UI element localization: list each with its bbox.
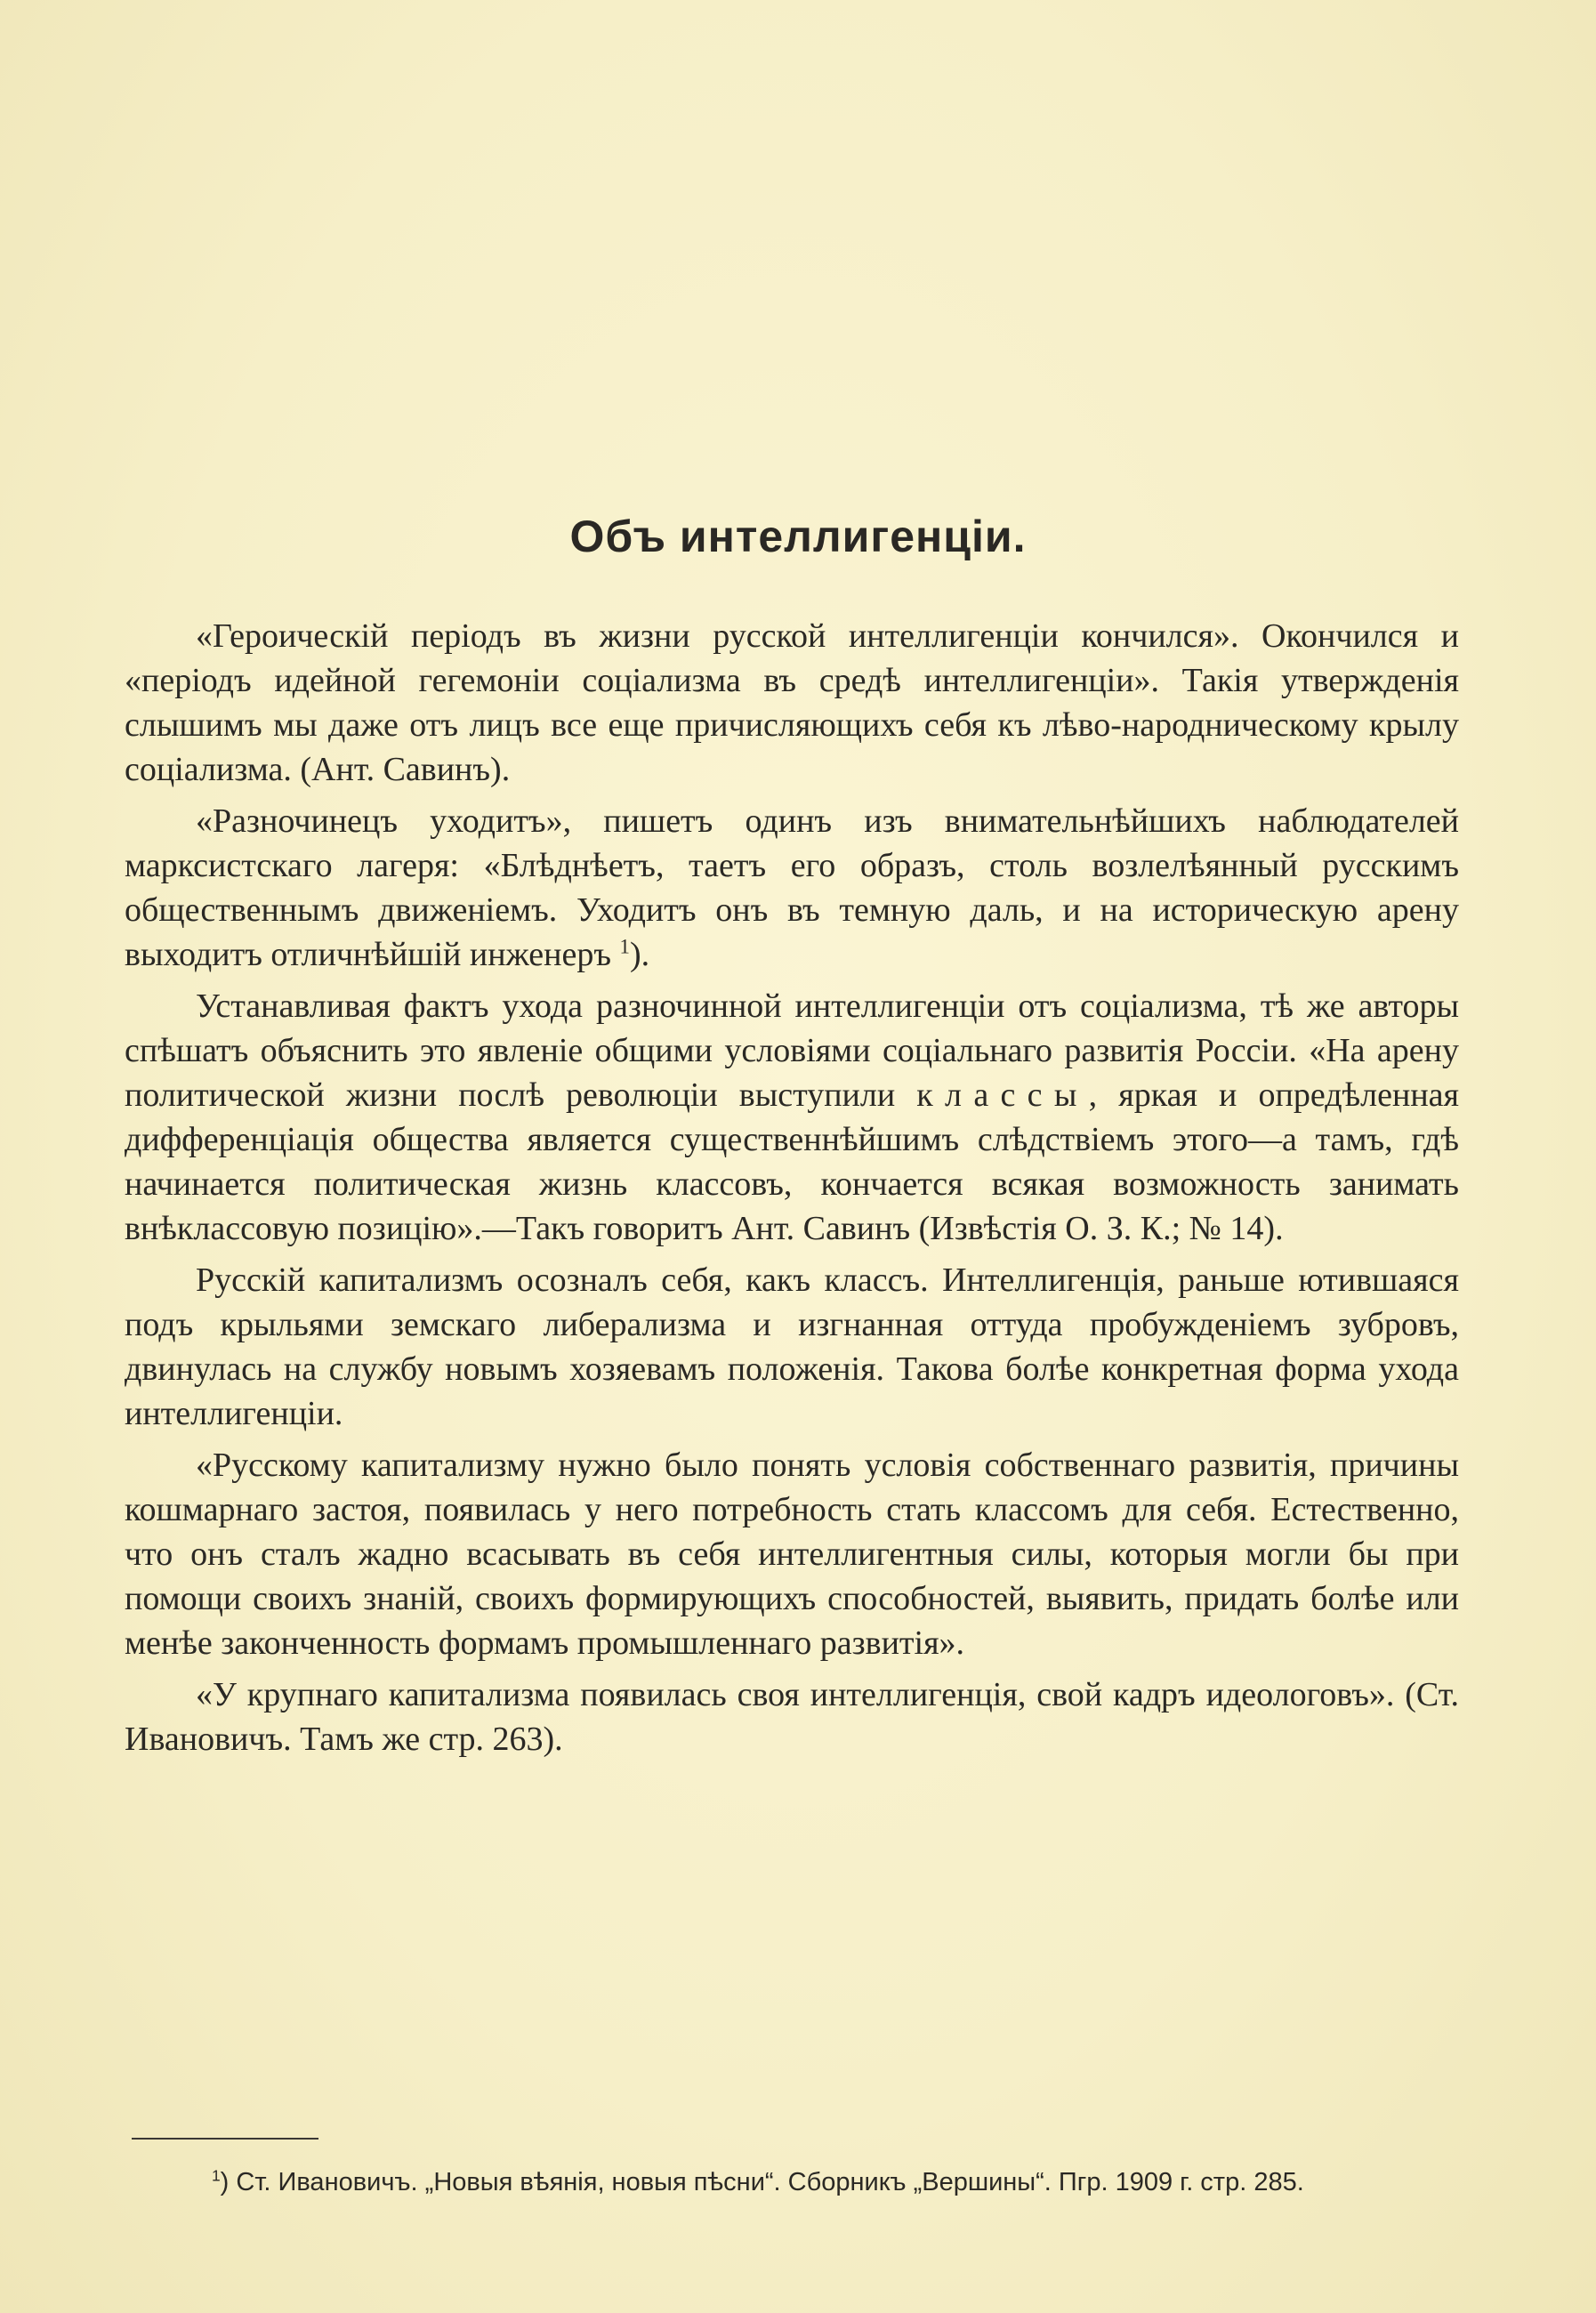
paragraph-6-text: «У крупнаго капитализма появилась своя интеллигенція, свой кадръ идеологовъ». (Ст. Ивановичъ. Тамъ же стр. 263). [125,1676,1459,1758]
paragraph-4-text: Русскій капитализмъ осозналъ себя, какъ классъ. Интеллигенція, раньше ютившаяся подъ крыльями земскаго либерализма и изгнанная оттуда пробужденіемъ зубровъ, двинулась на службу новымъ хозяевамъ положенія. Такова болѣе конкретная форма ухода интеллигенціи. [125,1261,1459,1432]
paragraph-3 [125,984,1459,1251]
paragraph-5-text: «Русскому капитализму нужно было понять условія собственнаго развитія, причины кошмарнаго застоя, появилась у него потребность стать классомъ для себя. Естественно, что онъ сталъ жадно всасывать въ себя интеллигентныя силы, которыя могли бы при помощи своихъ знаній, своихъ формирующихъ способностей, выявить, придать болѣе или менѣе законченность формамъ промышленнаго развитія». [125,1447,1459,1662]
footnote-mark: 1 [212,2166,221,2185]
paragraph-6 [125,1672,1459,1761]
paragraph-2 [125,799,1459,977]
paragraph-2-text: «Разночинецъ уходитъ», пишетъ одинъ изъ внимательнѣйшихъ наблюдателей марксистскаго лагеря: «Блѣднѣетъ, таетъ его образъ, столь возлелѣянный русскимъ общественнымъ движеніемъ. Уходитъ онъ въ темную даль, и на историческую арену выходитъ отличнѣйшій инженеръ [125,802,1459,973]
paragraph-1 [125,614,1459,792]
footnote-divider [132,2138,318,2140]
paragraph-2-end: ). [629,936,650,973]
paragraph-3-text: Устанавливая фактъ ухода разночинной интеллигенціи отъ соціализма, тѣ же авторы спѣшатъ объяснить это явленіе общими условіями соціальнаго развитія Россіи. «На арену политической жизни послѣ революціи выступили [125,987,1459,1114]
footnote-text [132,2160,1466,2204]
spaced-emphasis: классы [916,1076,1089,1114]
body-text [125,614,1459,1769]
footnote-content: ) Ст. Ивановичъ. „Новыя вѣянія, новыя пѣсни“. Сборникъ „Вершины“. Пгр. 1909 г. стр. 285. [220,2168,1304,2196]
paragraph-5 [125,1443,1459,1665]
chapter-title: Объ интеллигенціи. [569,511,1027,561]
footnote-reference: 1 [619,935,630,958]
paragraph-4 [125,1258,1459,1436]
footnote [132,2160,1466,2204]
paragraph-3-end: , яркая и опредѣленная дифференціація общества является существеннѣйшимъ слѣдствіемъ этого—а тамъ, гдѣ начинается политическая жизнь классовъ, кончается всякая возможность занимать внѣклассовую позицію».—Такъ говоритъ Ант. Савинъ (Извѣстія О. З. К.; № 14). [125,1076,1460,1247]
paragraph-1-text: «Героическій періодъ въ жизни русской интеллигенціи кончился». Окончился и «періодъ идейной гегемоніи соціализма въ средѣ интеллигенціи». Такія утвержденія слышимъ мы даже отъ лицъ все еще причисляющихъ себя къ лѣво-народническому крылу соціализма. (Ант. Савинъ). [125,617,1459,788]
